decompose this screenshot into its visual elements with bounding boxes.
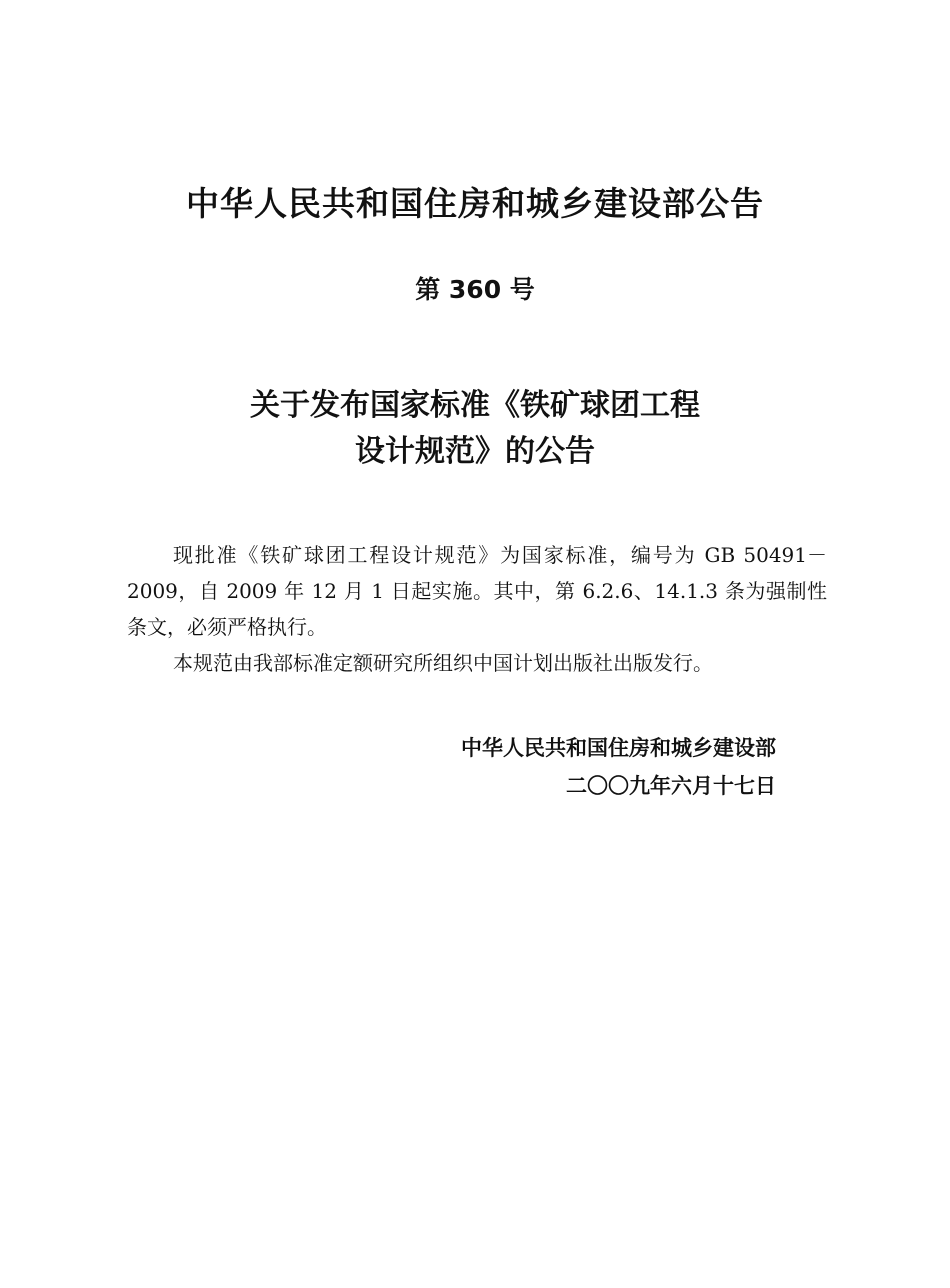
body-paragraph-approval: 现批准《铁矿球团工程设计规范》为国家标准，编号为 GB 50491－2009，自 2009 年 12 月 1 日起实施。其中，第 6.2.6、14.1.3 条为强制性条文，必须严格执行。 bbox=[127, 543, 827, 639]
announcement-title-line-1: 关于发布国家标准《铁矿球团工程 bbox=[250, 388, 700, 423]
signing-organization: 中华人民共和国住房和城乡建设部 bbox=[461, 736, 776, 760]
announcement-title-line-2: 设计规范》的公告 bbox=[355, 434, 595, 469]
signing-date: 二〇〇九年六月十七日 bbox=[566, 774, 776, 798]
announcement-number: 第 360 号 bbox=[415, 275, 535, 304]
ministry-announcement-heading: 中华人民共和国住房和城乡建设部公告 bbox=[186, 184, 764, 223]
body-paragraph-publication: 本规范由我部标准定额研究所组织中国计划出版社出版发行。 bbox=[173, 651, 713, 675]
announcement-body bbox=[127, 537, 827, 681]
